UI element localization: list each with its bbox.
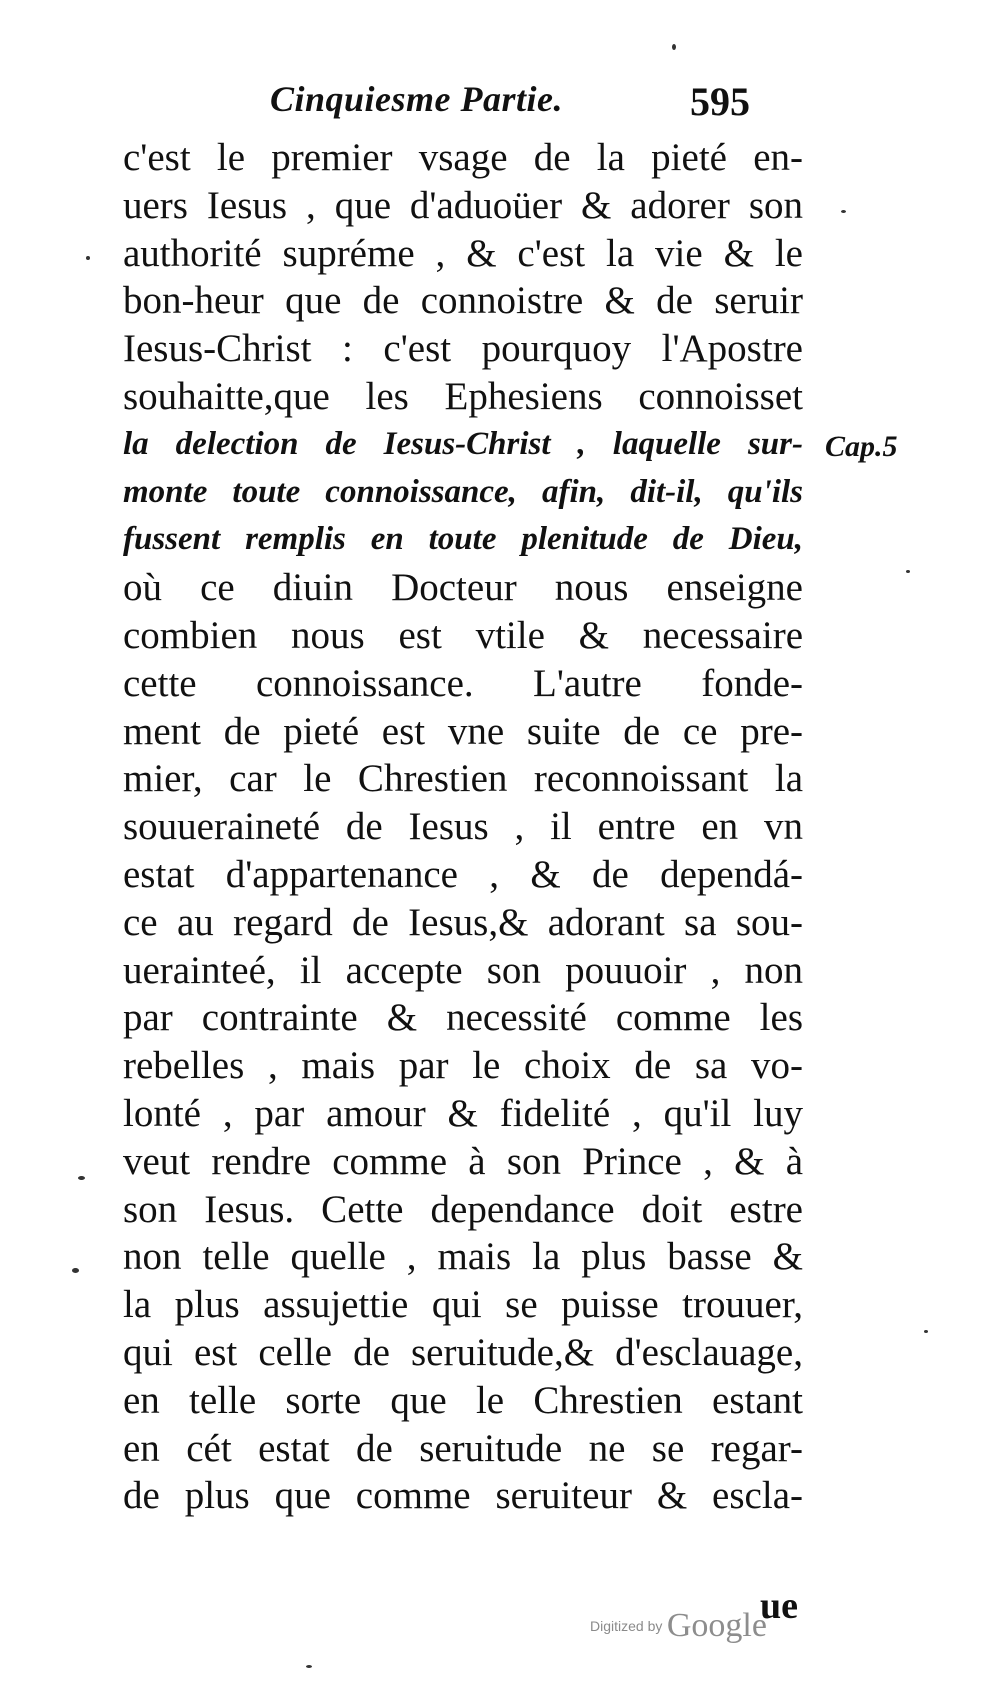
digitized-by-label: Digitized by: [590, 1618, 663, 1634]
text-line: où ce diuin Docteur nous enseigne: [123, 566, 803, 610]
google-logo: Google: [666, 1607, 767, 1644]
running-title: Cinquiesme Partie.: [270, 79, 564, 119]
ink-speck: [924, 1330, 928, 1333]
text-line: veut rendre comme à son Prince , & à: [123, 1139, 803, 1183]
italic-quote-line: fussent remplis en toute plenitude de Dieu,: [123, 521, 803, 558]
digitized-watermark: [590, 1607, 767, 1645]
text-line: bon-heur que de connoistre & de seruir: [123, 279, 803, 323]
text-line: souueraineté de Iesus , il entre en vn: [123, 805, 803, 849]
ink-speck: [86, 256, 90, 260]
ink-speck: [78, 1176, 85, 1180]
catchword: ue: [760, 1585, 798, 1627]
text-line: son Iesus. Cette dependance doit estre: [123, 1187, 803, 1231]
text-line: non telle quelle , mais la plus basse &: [123, 1235, 803, 1279]
text-line: estat d'appartenance , & de dependá-: [123, 852, 803, 896]
margin-note: Cap.5: [825, 430, 898, 463]
text-line: la plus assujettie qui se puisse trouuer,: [123, 1283, 803, 1327]
body-text: [123, 134, 803, 1520]
text-line: par contrainte & necessité comme les: [123, 996, 803, 1040]
text-line: combien nous est vtile & necessaire: [123, 613, 803, 657]
text-line: rebelles , mais par le choix de sa vo-: [123, 1044, 803, 1088]
ink-speck: [672, 44, 676, 50]
ink-speck: [72, 1268, 79, 1273]
text-line: souhaitte,que les Ephesiens connoisset: [123, 374, 803, 418]
page-number: 595: [690, 79, 750, 124]
text-line: Iesus-Christ : c'est pourquoy l'Apostre: [123, 327, 803, 371]
page-header: [270, 78, 830, 138]
text-line: qui est celle de seruitude,& d'esclauage,: [123, 1330, 803, 1374]
ink-speck: [306, 1665, 312, 1668]
text-line: c'est le premier vsage de la pieté en-: [123, 136, 803, 179]
text-line: en cét estat de seruitude ne se regar-: [123, 1426, 803, 1470]
text-line: uerainteé, il accepte son pouuoir , non: [123, 948, 803, 992]
text-line: en telle sorte que le Chrestien estant: [123, 1378, 803, 1422]
ink-speck: [906, 570, 910, 573]
text-line: mier, car le Chrestien reconnoissant la: [123, 757, 803, 801]
italic-quote-line: monte toute connoissance, afin, dit-il, qu'ils: [123, 473, 803, 510]
ink-speck: [841, 210, 846, 213]
text-line: cette connoissance. L'autre fonde-: [123, 661, 803, 705]
text-line: uers Iesus , que d'aduoüer & adorer son: [123, 183, 803, 227]
italic-quote-line: la delection de Iesus-Christ , laquelle sur-: [123, 425, 803, 462]
text-line: ment de pieté est vne suite de ce pre-: [123, 709, 803, 753]
text-line: authorité supréme , & c'est la vie & le: [123, 231, 803, 275]
text-line: ce au regard de Iesus,& adorant sa sou-: [123, 900, 803, 944]
text-line: lonté , par amour & fidelité , qu'il luy: [123, 1091, 803, 1135]
text-line: de plus que comme seruiteur & escla-: [123, 1474, 803, 1518]
